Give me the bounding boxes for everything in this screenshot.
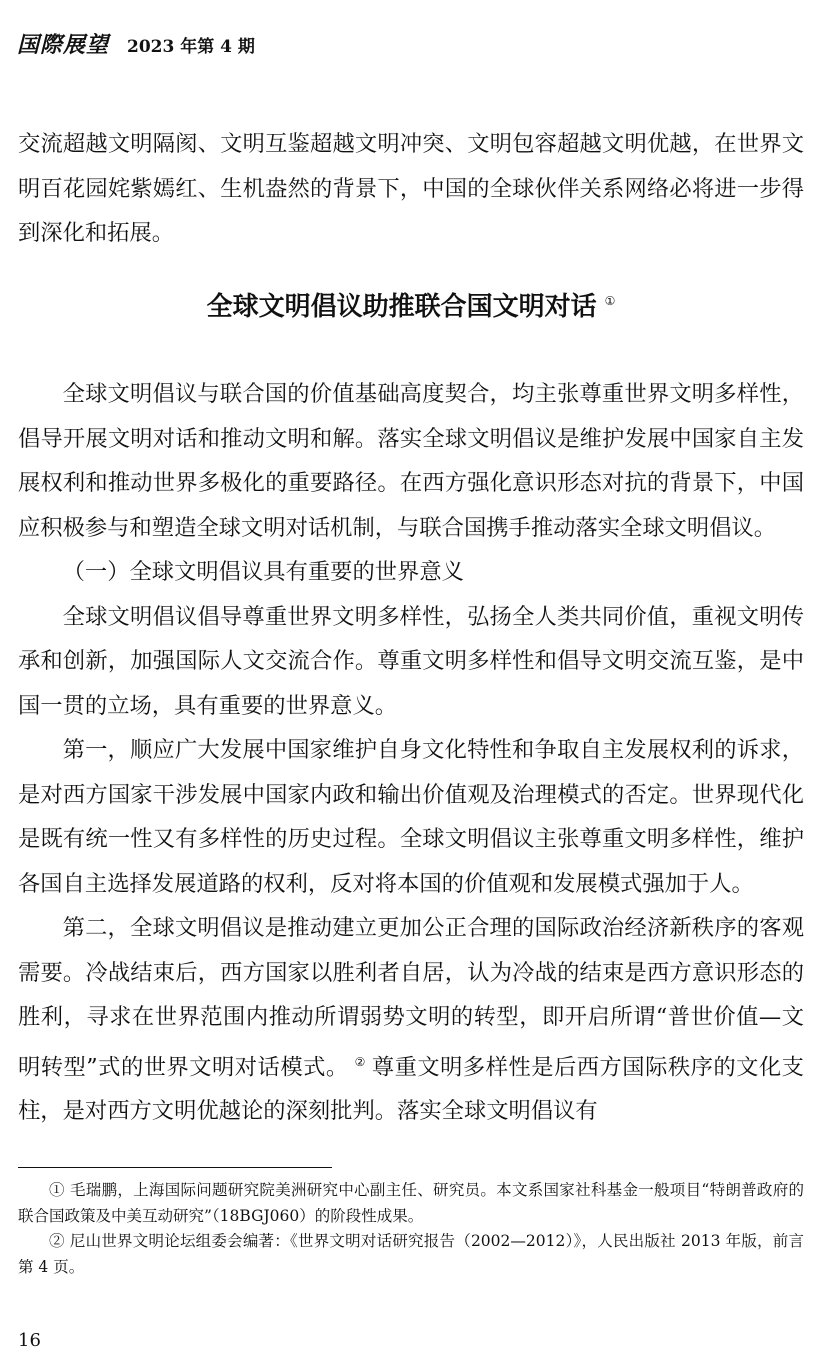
footnote-marker-2[interactable]: ② xyxy=(354,1054,366,1069)
paragraph-1: 全球文明倡议与联合国的价值基础高度契合，均主张尊重世界文明多样性，倡导开展文明对话和推动文明和解。落实全球文明倡议是维护发展中国家自主发展权利和推动世界多极化的重要路径。在西方强化意识形态对抗的背景下，中国应积极参与和塑造全球文明对话机制，与联合国携手推动落实全球文明倡议。 xyxy=(18,381,804,541)
footnotes xyxy=(18,1178,804,1280)
paragraph-2: 全球文明倡议倡导尊重世界文明多样性，弘扬全人类共同价值，重视文明传承和创新，加强国际人文交流合作。尊重文明多样性和倡导文明交流互鉴，是中国一贯的立场，具有重要的世界意义。 xyxy=(18,603,804,719)
footnote-2: ② 尼山世界文明论坛组委会编著：《世界文明对话研究报告（2002—2012）》，人民出版社 2013 年版，前言第 4 页。 xyxy=(18,1232,804,1276)
subheading-1: （一）全球文明倡议具有重要的世界意义 xyxy=(62,559,464,585)
page-number: 16 xyxy=(18,1330,41,1351)
section-heading xyxy=(0,286,822,323)
intro-paragraph-block xyxy=(18,122,804,256)
paragraph-4-part-b: 尊重文明多样性是后西方国际秩序的文化支柱，是对西方文明优越论的深刻批判。落实全球文明倡议有 xyxy=(18,1053,804,1125)
paragraph-3: 第一，顺应广大发展中国家维护自身文化特性和争取自主发展权利的诉求，是对西方国家干涉发展中国家内政和输出价值观及治理模式的否定。世界现代化是既有统一性又有多样性的历史过程。全球文明倡议主张尊重文明多样性，维护各国自主选择发展道路的权利，反对将本国的价值观和发展模式强加于人。 xyxy=(18,737,804,897)
section-title: 全球文明倡议助推联合国文明对话 xyxy=(206,292,597,322)
footnote-1: ① 毛瑞鹏，上海国际问题研究院美洲研究中心副主任、研究员。本文系国家社科基金一般项目“特朗普政府的联合国政策及中美互动研究”（18BGJ060）的阶段性成果。 xyxy=(18,1181,804,1225)
footnote-divider xyxy=(18,1167,332,1168)
running-header xyxy=(17,28,255,59)
paragraph-4-part-a: 第二，全球文明倡议是推动建立更加公正合理的国际政治经济新秩序的客观需要。冷战结束后，西方国家以胜利者自居，认为冷战的结束是西方意识形态的胜利，寻求在世界范围内推动所谓弱势文明的转型，即开启所谓“普世价值—文明转型”式的世界文明对话模式。 xyxy=(18,915,804,1080)
intro-paragraph: 交流超越文明隔阂、文明互鉴超越文明冲突、文明包容超越文明优越，在世界文明百花园姹紫嫣红、生机盎然的背景下，中国的全球伙伴关系网络必将进一步得到深化和拓展。 xyxy=(18,131,804,246)
main-text xyxy=(18,372,804,1134)
issue-label: 2023 年第 4 期 xyxy=(127,37,255,57)
journal-name: 国際展望 xyxy=(17,32,110,58)
section-footnote-marker[interactable]: ① xyxy=(604,294,616,309)
paragraph-4 xyxy=(18,906,804,1134)
